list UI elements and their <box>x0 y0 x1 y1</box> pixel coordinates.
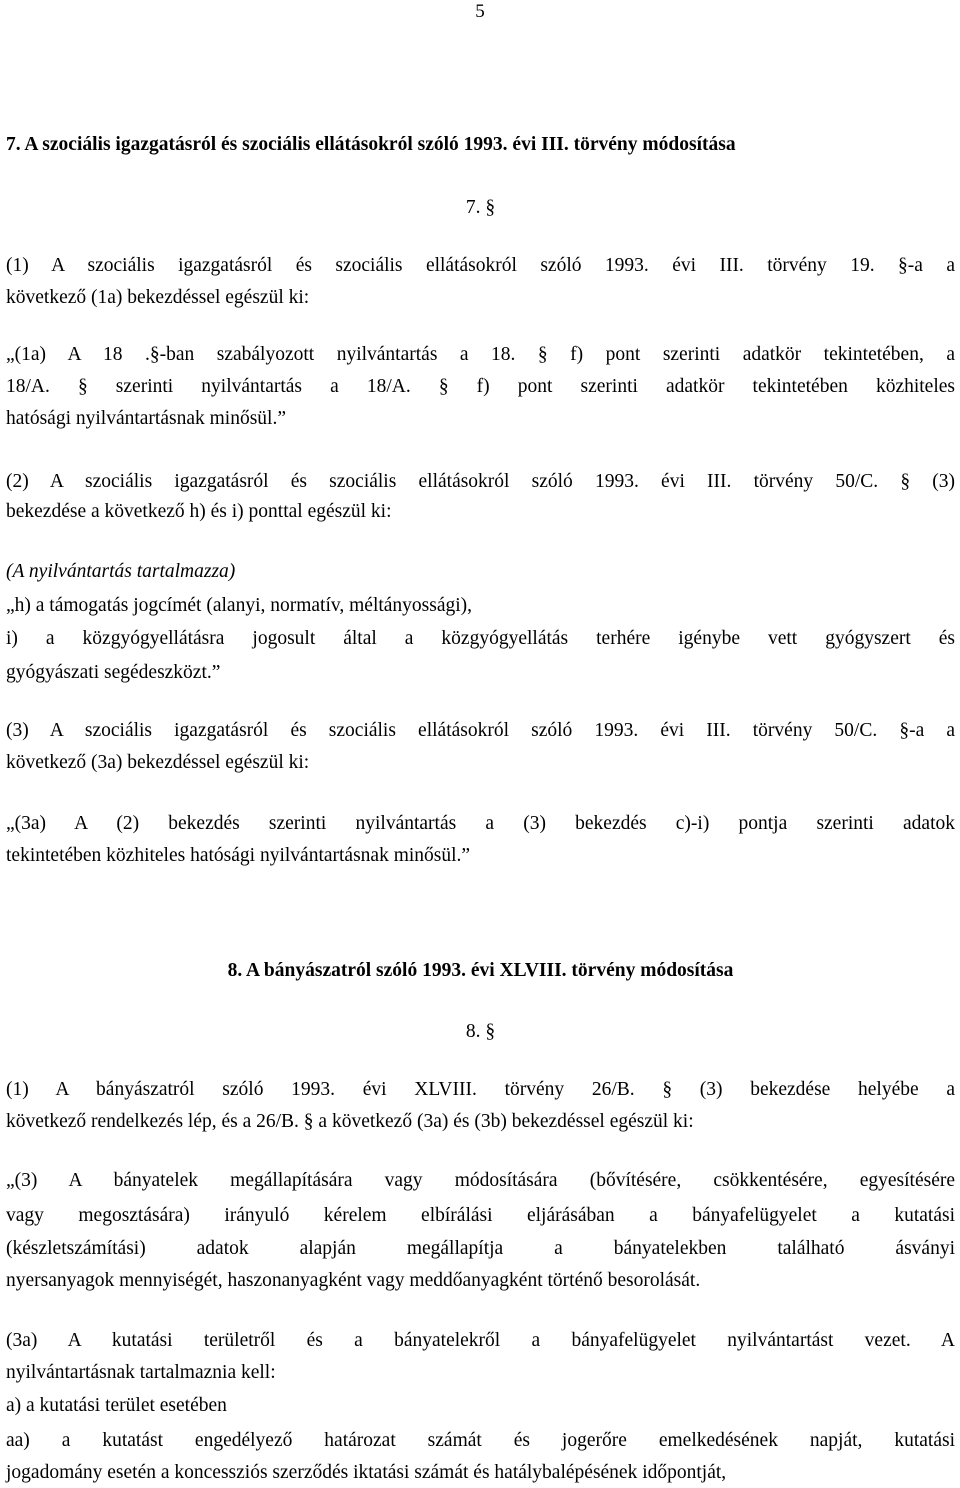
s8-q2-line-5: jogadomány esetén a koncessziós szerződés iktatási számát és hatálybalépésének időpontját, <box>6 1462 727 1483</box>
page-number: 5 <box>475 1 485 22</box>
s8-p1-line-1: (1) A bányászatról szóló 1993. évi XLVIII. törvény 26/B. § (3) bekezdése helyébe a <box>6 1079 955 1100</box>
s8-p1-line-2: következő rendelkezés lép, és a 26/B. § a következő (3a) és (3b) bekezdéssel egészül ki: <box>6 1111 694 1132</box>
s7-p1-line-1: (1) A szociális igazgatásról és szociális ellátásokról szóló 1993. évi III. törvény 19. §-a a <box>6 255 955 276</box>
s7-q2-line-2: i) a közgyógyellátásra jogosult által a közgyógyellátás terhére igénybe vett gyógyszert és <box>6 628 955 649</box>
s8-q1-line-3: (készletszámítási) adatok alapján megállapítja a bányatelekben található ásványi <box>6 1238 955 1259</box>
s8-q1-line-1: „(3) A bányatelek megállapítására vagy módosítására (bővítésére, csökkentésére, egyesítésére <box>6 1170 955 1191</box>
s7-p2-line-2: bekezdése a következő h) és i) ponttal egészül ki: <box>6 501 392 522</box>
s7-p3-line-2: következő (3a) bekezdéssel egészül ki: <box>6 752 310 773</box>
section-7-paragraph-mark: 7. § <box>465 197 496 218</box>
s8-q1-line-4: nyersanyagok mennyiségét, haszonanyagként vagy meddőanyagként történő besorolását. <box>6 1270 701 1291</box>
s7-q3-line-1: „(3a) A (2) bekezdés szerinti nyilvántartás a (3) bekezdés c)-i) pontja szerinti adatok <box>6 813 955 834</box>
s8-q2-line-3: a) a kutatási terület esetében <box>6 1395 227 1416</box>
s7-p3-line-1: (3) A szociális igazgatásról és szociális ellátásokról szóló 1993. évi III. törvény 50/C. §-a a <box>6 720 955 741</box>
section-8-heading: 8. A bányászatról szóló 1993. évi XLVIII. törvény módosítása <box>227 960 734 981</box>
s7-p2-line-1: (2) A szociális igazgatásról és szociális ellátásokról szóló 1993. évi III. törvény 50/C. § (3) <box>6 471 955 492</box>
s7-q1-line-1: „(1a) A 18 .§-ban szabályozott nyilvántartás a 18. § f) pont szerinti adatkör tekintetében, a <box>6 344 955 365</box>
s7-q1-line-3: hatósági nyilvántartásnak minősül.” <box>6 408 286 429</box>
s8-q1-line-2: vagy megosztására) irányuló kérelem elbírálási eljárásában a bányafelügyelet a kutatási <box>6 1205 955 1226</box>
s7-p1-line-2: következő (1a) bekezdéssel egészül ki: <box>6 287 310 308</box>
s8-q2-line-1: (3a) A kutatási területről és a bányatelekről a bányafelügyelet nyilvántartást vezet. A <box>6 1330 955 1351</box>
s8-q2-line-2: nyilvántartásnak tartalmaznia kell: <box>6 1362 276 1383</box>
s8-q2-line-4: aa) a kutatást engedélyező határozat számát és jogerőre emelkedésének napját, kutatási <box>6 1430 955 1451</box>
s7-q2-line-3: gyógyászati segédeszközt.” <box>6 662 221 683</box>
section-7-heading: 7. A szociális igazgatásról és szociális ellátásokról szóló 1993. évi III. törvény módosítása <box>6 134 736 155</box>
s7-q1-line-2: 18/A. § szerinti nyilvántartás a 18/A. § f) pont szerinti adatkör tekintetében közhiteles <box>6 376 955 397</box>
section-8-paragraph-mark: 8. § <box>465 1021 496 1042</box>
s7-q3-line-2: tekintetében közhiteles hatósági nyilvántartásnak minősül.” <box>6 845 471 866</box>
s7-q2-intro: (A nyilvántartás tartalmazza) <box>6 561 236 582</box>
s7-q2-line-1: „h) a támogatás jogcímét (alanyi, normatív, méltányossági), <box>6 595 473 616</box>
